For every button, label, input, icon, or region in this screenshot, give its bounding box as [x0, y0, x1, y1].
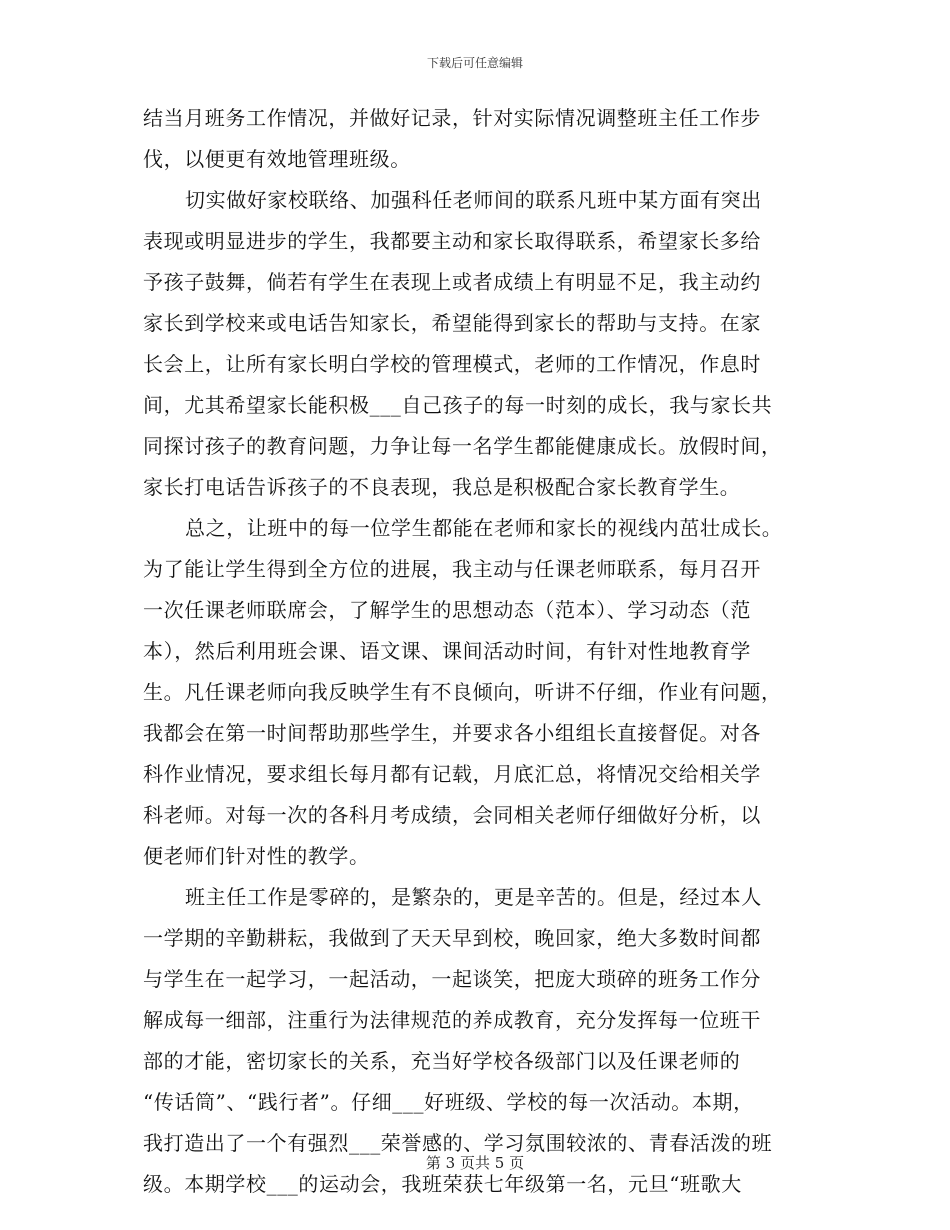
document-body: [143, 98, 823, 1205]
text-line: 表现或明显进步的学生，我都要主动和家长取得联系，希望家长多给: [143, 229, 761, 253]
text-line: 一次任课老师联席会，了解学生的思想动态（范本）、学习动态（范: [143, 598, 751, 622]
text-line: “传话筒”、“践行者”。仔细___好班级、学校的每一次活动。本期，: [143, 1090, 754, 1114]
text-line: 予孩子鼓舞，倘若有学生在表现上或者成绩上有明显不足，我主动约: [143, 270, 761, 294]
text-line: 结当月班务工作情况，并做好记录，针对实际情况调整班主任工作步: [143, 106, 761, 130]
text-line: 同探讨孩子的教育问题，力争让每一名学生都能健康成长。放假时间，: [143, 434, 782, 458]
page-header: 下载后可任意编辑: [426, 56, 523, 70]
text-line: 本），然后利用班会课、语文课、课间活动时间，有针对性地教育学: [143, 639, 751, 663]
text-line: 生。凡任课老师向我反映学生有不良倾向，听讲不仔细，作业有问题，: [143, 680, 782, 704]
text-line: 我打造出了一个有强烈___荣誉感的、学习氛围较浓的、青春活泼的班: [143, 1131, 773, 1155]
text-line: 家长打电话告诉孩子的不良表现，我总是积极配合家长教育学生。: [143, 475, 741, 499]
text-line: 间，尤其希望家长能积极___自己孩子的每一时刻的成长，我与家长共: [143, 393, 773, 417]
text-line: 科作业情况，要求组长每月都有记载，月底汇总，将情况交给相关学: [143, 762, 761, 786]
page-number: 第 3 页共 5 页: [425, 1154, 525, 1172]
paragraph-start-line: 总之，让班中的每一位学生都能在老师和家长的视线内茁壮成长。: [185, 516, 783, 540]
text-line: 家长到学校来或电话告知家长，希望能得到家长的帮助与支持。在家: [143, 311, 761, 335]
paragraph-start-line: 班主任工作是零碎的，是繁杂的，更是辛苦的。但是，经过本人: [185, 885, 762, 909]
text-line: 与学生在一起学习，一起活动，一起谈笑，把庞大琐碎的班务工作分: [143, 967, 761, 991]
text-line: 我都会在第一时间帮助那些学生，并要求各小组组长直接督促。对各: [143, 721, 761, 745]
text-line: 部的才能，密切家长的关系，充当好学校各级部门以及任课老师的: [143, 1049, 741, 1073]
text-line: 长会上，让所有家长明白学校的管理模式，老师的工作情况，作息时: [143, 352, 761, 376]
text-line: 为了能让学生得到全方位的进展，我主动与任课老师联系，每月召开: [143, 557, 761, 581]
paragraph-start-line: 切实做好家校联络、加强科任老师间的联系凡班中某方面有突出: [185, 188, 762, 212]
text-line: 级。本期学校___的运动会，我班荣获七年级第一名，元旦“班歌大: [143, 1172, 742, 1196]
text-line: 科老师。对每一次的各科月考成绩，会同相关老师仔细做好分析，以: [143, 803, 761, 827]
text-line: 一学期的辛勤耕耘，我做到了天天早到校，晚回家，绝大多数时间都: [143, 926, 761, 950]
text-line: 伐，以便更有效地管理班级。: [143, 147, 411, 171]
text-line: 解成每一细部，注重行为法律规范的养成教育，充分发挥每一位班干: [143, 1008, 761, 1032]
text-line: 便老师们针对性的教学。: [143, 844, 370, 868]
